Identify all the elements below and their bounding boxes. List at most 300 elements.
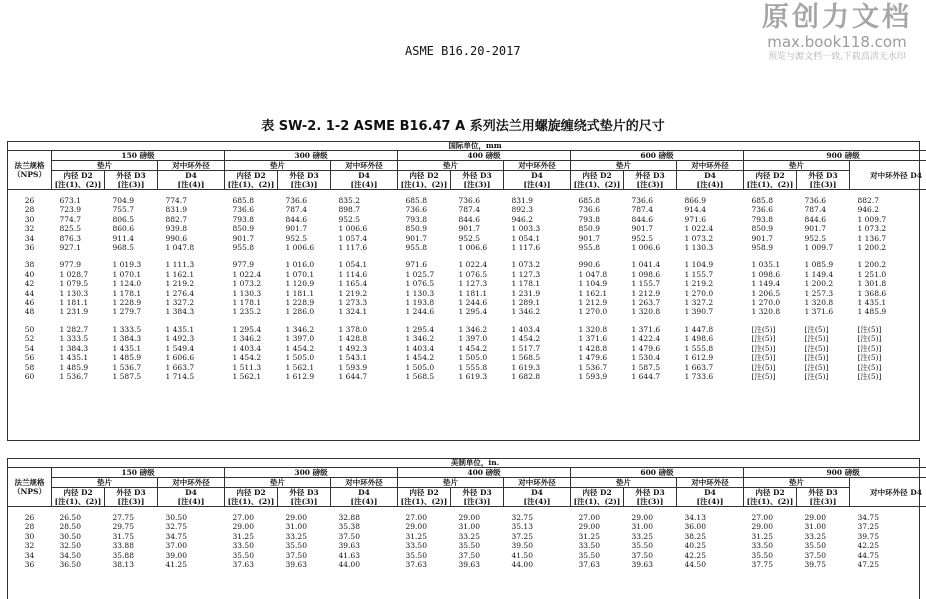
- table-cell: 1 120.9: [278, 279, 331, 288]
- table-cell: 1 479.6: [571, 353, 624, 362]
- ring-header-label: 对中环外径: [345, 161, 383, 170]
- table-cell: 33.25: [278, 532, 331, 541]
- outer-label: 外径 D3: [808, 488, 837, 497]
- table-cell: [注(5)]: [744, 334, 797, 343]
- table-cell: 1 320.8: [797, 298, 850, 307]
- table-cell: 1 485.9: [105, 353, 158, 362]
- outer-label: 外径 D3: [116, 171, 145, 180]
- ring-d4-label: D4: [358, 488, 370, 497]
- table-cell: 1 028.7: [52, 270, 105, 279]
- table-cell: 1 178.1: [225, 298, 278, 307]
- table-cell: 1 228.9: [105, 298, 158, 307]
- table-cell: 946.2: [504, 215, 571, 224]
- ring-d4-header: [677, 171, 744, 190]
- table-cell: 952.5: [624, 234, 677, 243]
- table-cell: 27.00: [571, 513, 624, 522]
- gasket-header: 垫片: [52, 161, 158, 171]
- table-cell: 952.5: [451, 234, 504, 243]
- table-cell: 1 244.6: [398, 307, 451, 316]
- nps-cell: 46: [8, 298, 52, 307]
- outer-label: 外径 D3: [635, 171, 664, 180]
- table-cell: 1 155.7: [677, 270, 744, 279]
- table-cell: 1 295.4: [398, 325, 451, 334]
- table-cell: 31.00: [624, 522, 677, 531]
- table-row: [8, 513, 926, 522]
- watermark-title: 原创力文档: [762, 2, 912, 34]
- table-cell: 1 117.6: [504, 243, 571, 252]
- ring-d4-label: D4: [185, 171, 197, 180]
- table-cell: 1 270.0: [571, 307, 624, 316]
- table-cell: 1 562.1: [225, 372, 278, 381]
- inner-diameter-header: [571, 171, 624, 190]
- ring-header: [504, 478, 571, 488]
- table-cell: 831.9: [158, 205, 225, 214]
- outer-note: [注(3)]: [118, 180, 145, 189]
- table-cell: 31.25: [225, 532, 278, 541]
- table-cell: 685.8: [744, 196, 797, 205]
- table-cell: 736.6: [225, 205, 278, 214]
- table-cell: 860.6: [105, 224, 158, 233]
- table-cell: 1 073.2: [677, 234, 744, 243]
- table-cell: 755.7: [105, 205, 158, 214]
- table-cell: 34.75: [158, 532, 225, 541]
- nps-cell: 30: [8, 532, 52, 541]
- table-cell: 704.9: [105, 196, 158, 205]
- table-cell: 27.00: [398, 513, 451, 522]
- outer-note: [注(3)]: [464, 180, 491, 189]
- table-cell: 44.75: [850, 551, 926, 560]
- table-cell: 1 155.7: [624, 279, 677, 288]
- table-row: [8, 560, 926, 569]
- inner-diameter-header: [744, 171, 797, 190]
- table-cell: 1 333.5: [105, 325, 158, 334]
- ring-header-label: 对中环外径 D4: [870, 488, 922, 497]
- table-cell: 44.00: [504, 560, 571, 569]
- table-cell: 39.50: [504, 541, 571, 550]
- ring-header: [504, 161, 571, 171]
- table-cell: 914.4: [677, 205, 744, 214]
- table-cell: 882.7: [850, 196, 926, 205]
- table-cell: 882.7: [158, 215, 225, 224]
- table-cell: 1 371.6: [797, 307, 850, 316]
- table-cell: 29.00: [451, 513, 504, 522]
- table-cell: 34.13: [677, 513, 744, 522]
- table-cell: 31.25: [744, 532, 797, 541]
- table-cell: 1 162.1: [158, 270, 225, 279]
- table-cell: 1 505.0: [451, 353, 504, 362]
- table-cell: 774.7: [158, 196, 225, 205]
- table-cell: 33.50: [571, 541, 624, 550]
- table-cell: 787.4: [624, 205, 677, 214]
- table-row: [8, 215, 926, 224]
- nps-cell: 38: [8, 260, 52, 269]
- table-cell: 1 682.8: [504, 372, 571, 381]
- table-cell: 35.50: [451, 541, 504, 550]
- nps-cell: 54: [8, 344, 52, 353]
- table-row: [8, 532, 926, 541]
- table-cell: 1 006.6: [451, 243, 504, 252]
- table-cell: 806.5: [105, 215, 158, 224]
- table-cell: 1 378.0: [331, 325, 398, 334]
- table-cell: 1 047.8: [571, 270, 624, 279]
- ring-header: [331, 478, 398, 488]
- table-cell: 901.7: [744, 234, 797, 243]
- table-cell: 1 025.7: [398, 270, 451, 279]
- table-cell: 1 009.7: [797, 243, 850, 252]
- class-header: 600 磅级: [571, 151, 744, 161]
- table-cell: 1 295.4: [225, 325, 278, 334]
- table-cell: 35.13: [504, 522, 571, 531]
- table-cell: 955.8: [571, 243, 624, 252]
- ring-header-label: 对中环外径: [172, 161, 210, 170]
- inner-label: 内径 D2: [409, 488, 438, 497]
- table-cell: 1 006.6: [331, 224, 398, 233]
- nps-cell: 34: [8, 551, 52, 560]
- table-row: [8, 270, 926, 279]
- nps-cell: 34: [8, 234, 52, 243]
- table-cell: 33.50: [744, 541, 797, 550]
- ring-d4-label: D4: [185, 488, 197, 497]
- table-cell: [注(5)]: [797, 372, 850, 381]
- table-cell: 1 162.1: [571, 289, 624, 298]
- table-cell: 35.50: [278, 541, 331, 550]
- table-cell: 1 178.1: [105, 289, 158, 298]
- table-cell: 774.7: [52, 215, 105, 224]
- outer-label: 外径 D3: [289, 488, 318, 497]
- table-cell: 1 593.9: [331, 363, 398, 372]
- table-cell: 29.00: [278, 513, 331, 522]
- nps-header-sub: （NPS）: [13, 170, 46, 179]
- ring-header: [850, 478, 926, 507]
- table-cell: 1 714.5: [158, 372, 225, 381]
- table-cell: 1 320.8: [571, 325, 624, 334]
- table-cell: 1 555.8: [451, 363, 504, 372]
- table-cell: 41.63: [331, 551, 398, 560]
- table-cell: 1 454.2: [225, 353, 278, 362]
- table-cell: 1 127.3: [504, 270, 571, 279]
- table-cell: 39.63: [624, 560, 677, 569]
- table-cell: 29.75: [105, 522, 158, 531]
- outer-note: [注(3)]: [810, 180, 837, 189]
- table-row: [8, 279, 926, 288]
- table-cell: 39.63: [278, 560, 331, 569]
- ring-header: [158, 161, 225, 171]
- table-cell: 37.63: [398, 560, 451, 569]
- inner-note: [注(1)、(2)]: [228, 180, 275, 189]
- inner-diameter-header: [398, 488, 451, 507]
- table-cell: 911.4: [105, 234, 158, 243]
- table-cell: 1 346.2: [504, 307, 571, 316]
- table-cell: 1 257.3: [797, 289, 850, 298]
- table-cell: 787.4: [278, 205, 331, 214]
- table-cell: 898.7: [331, 205, 398, 214]
- inner-diameter-header: [398, 171, 451, 190]
- table-cell: 1 549.4: [158, 344, 225, 353]
- ring-header-label: 对中环外径: [691, 478, 729, 487]
- watermark-note: 预览与源文档一致,下载高清无水印: [762, 51, 912, 63]
- table-cell: 952.5: [278, 234, 331, 243]
- nps-cell: 32: [8, 224, 52, 233]
- table-cell: 1 498.6: [677, 334, 744, 343]
- table-cell: 37.25: [504, 532, 571, 541]
- table-cell: 33.25: [451, 532, 504, 541]
- table-cell: 971.6: [677, 215, 744, 224]
- table-cell: 28.50: [52, 522, 105, 531]
- table-cell: 1 428.8: [571, 344, 624, 353]
- nps-cell: 44: [8, 289, 52, 298]
- table-cell: 38.13: [105, 560, 158, 569]
- table-cell: 1 070.1: [105, 270, 158, 279]
- table-cell: 955.8: [398, 243, 451, 252]
- table-cell: 844.6: [451, 215, 504, 224]
- table-cell: 835.2: [331, 196, 398, 205]
- table-cell: 35.50: [225, 551, 278, 560]
- table-cell: 673.1: [52, 196, 105, 205]
- table-cell: 901.7: [225, 234, 278, 243]
- table-cell: 1 219.2: [158, 279, 225, 288]
- table-cell: 1 219.2: [677, 279, 744, 288]
- table-cell: 29.00: [797, 513, 850, 522]
- imperial-table: [7, 458, 926, 569]
- ring-d4-label: D4: [358, 171, 370, 180]
- table-cell: 1 422.4: [624, 334, 677, 343]
- inner-label: 内径 D2: [755, 488, 784, 497]
- class-header: 400 磅级: [398, 468, 571, 478]
- outer-diameter-header: [105, 171, 158, 190]
- outer-diameter-header: [624, 171, 677, 190]
- table-row: [8, 234, 926, 243]
- table-row: [8, 522, 926, 531]
- table-cell: 41.25: [158, 560, 225, 569]
- table-cell: 1 663.7: [677, 363, 744, 372]
- ring-header: [158, 478, 225, 488]
- nps-cell: 36: [8, 560, 52, 569]
- table-cell: 793.8: [398, 215, 451, 224]
- table-cell: 1 149.4: [744, 279, 797, 288]
- table-cell: 892.3: [504, 205, 571, 214]
- table-cell: 901.7: [451, 224, 504, 233]
- nps-cell: 56: [8, 353, 52, 362]
- table-cell: 1 263.7: [624, 298, 677, 307]
- table-cell: 1 276.4: [158, 289, 225, 298]
- table-cell: 1 041.4: [624, 260, 677, 269]
- ring-d4-label: D4: [531, 488, 543, 497]
- table-cell: 1 127.3: [451, 279, 504, 288]
- table-cell: 1 165.4: [331, 279, 398, 288]
- table-cell: [注(5)]: [850, 334, 926, 343]
- table-cell: 44.50: [677, 560, 744, 569]
- table-cell: 927.1: [52, 243, 105, 252]
- gasket-header: 垫片: [225, 161, 331, 171]
- table-cell: 1 454.2: [278, 344, 331, 353]
- table-cell: 1 555.8: [677, 344, 744, 353]
- table-cell: 35.50: [797, 541, 850, 550]
- table-cell: 1 231.9: [504, 289, 571, 298]
- table-cell: 1 454.2: [451, 344, 504, 353]
- ring-header-label: 对中环外径: [691, 161, 729, 170]
- outer-diameter-header: [797, 171, 850, 190]
- table-cell: 736.6: [624, 196, 677, 205]
- ring-note: [注(4)]: [524, 180, 551, 189]
- inner-label: 内径 D2: [63, 171, 92, 180]
- table-cell: 1 435.1: [52, 353, 105, 362]
- class-header: 400 磅级: [398, 151, 571, 161]
- class-header: 600 磅级: [571, 468, 744, 478]
- nps-header: [8, 151, 52, 190]
- table-cell: 1 098.6: [624, 270, 677, 279]
- table-cell: 1 054.1: [504, 234, 571, 243]
- table-cell: 1 295.4: [451, 307, 504, 316]
- ring-d4-header: [158, 488, 225, 507]
- outer-diameter-header: [624, 488, 677, 507]
- table-cell: 29.00: [571, 522, 624, 531]
- watermark: [762, 2, 912, 63]
- ring-d4-header: [158, 171, 225, 190]
- table-cell: 1 384.3: [105, 334, 158, 343]
- table-cell: 1 485.9: [850, 307, 926, 316]
- table-cell: 1 286.0: [278, 307, 331, 316]
- ring-note: [注(4)]: [697, 180, 724, 189]
- table-cell: 825.5: [52, 224, 105, 233]
- table-cell: 955.8: [225, 243, 278, 252]
- table-cell: 1 212.9: [624, 289, 677, 298]
- inner-note: [注(1)、(2)]: [747, 497, 794, 506]
- table-cell: 1 346.2: [398, 334, 451, 343]
- inner-note: [注(1)、(2)]: [401, 497, 448, 506]
- table-cell: 901.7: [797, 224, 850, 233]
- table-cell: 736.6: [398, 205, 451, 214]
- ring-d4-header: [677, 488, 744, 507]
- table-cell: 39.75: [850, 532, 926, 541]
- table-cell: 1 644.7: [624, 372, 677, 381]
- table-row: [8, 289, 926, 298]
- outer-note: [注(3)]: [810, 497, 837, 506]
- table-cell: 1 663.7: [158, 363, 225, 372]
- ring-d4-label: D4: [704, 171, 716, 180]
- table-cell: 1 057.4: [331, 234, 398, 243]
- outer-note: [注(3)]: [291, 497, 318, 506]
- outer-label: 外径 D3: [116, 488, 145, 497]
- table-cell: 1 279.7: [105, 307, 158, 316]
- table-cell: 901.7: [278, 224, 331, 233]
- table-row: [8, 307, 926, 316]
- table-cell: 33.88: [105, 541, 158, 550]
- table-cell: 901.7: [571, 234, 624, 243]
- table-cell: 1 397.0: [278, 334, 331, 343]
- table-cell: 1 517.7: [504, 344, 571, 353]
- table-cell: 1 384.3: [52, 344, 105, 353]
- unit-label: 美制单位，in.: [8, 458, 926, 468]
- ring-d4-header: [504, 171, 571, 190]
- table-cell: 1 612.9: [278, 372, 331, 381]
- table-cell: 958.9: [744, 243, 797, 252]
- table-cell: 32.75: [158, 522, 225, 531]
- table-cell: 1 228.9: [278, 298, 331, 307]
- ring-d4-header: [331, 488, 398, 507]
- inner-label: 内径 D2: [236, 488, 265, 497]
- table-cell: 1 593.9: [571, 372, 624, 381]
- table-cell: 685.8: [398, 196, 451, 205]
- table-cell: 1 073.2: [850, 224, 926, 233]
- nps-cell: 50: [8, 325, 52, 334]
- table-cell: 1 346.2: [451, 325, 504, 334]
- table-cell: 1 130.3: [677, 243, 744, 252]
- table-cell: 1 320.8: [744, 307, 797, 316]
- table-cell: 971.6: [398, 260, 451, 269]
- nps-cell: 36: [8, 243, 52, 252]
- table-cell: 42.25: [677, 551, 744, 560]
- outer-label: 外径 D3: [462, 171, 491, 180]
- table-cell: 1 016.0: [278, 260, 331, 269]
- ring-note: [注(4)]: [697, 497, 724, 506]
- ring-header: [850, 161, 926, 190]
- table-cell: 1 733.6: [677, 372, 744, 381]
- table-cell: 990.6: [571, 260, 624, 269]
- table-cell: 1 606.6: [158, 353, 225, 362]
- table-cell: 1 327.2: [677, 298, 744, 307]
- ring-note: [注(4)]: [351, 497, 378, 506]
- spacer: [8, 252, 926, 260]
- table-row: [8, 344, 926, 353]
- table-cell: 1 035.1: [744, 260, 797, 269]
- table-cell: 850.9: [398, 224, 451, 233]
- nps-header: [8, 468, 52, 507]
- table-cell: 876.3: [52, 234, 105, 243]
- table-cell: 1 492.3: [158, 334, 225, 343]
- table-cell: 39.00: [158, 551, 225, 560]
- table-cell: 39.75: [797, 560, 850, 569]
- inner-diameter-header: [52, 488, 105, 507]
- table-cell: 1 009.7: [850, 215, 926, 224]
- ring-header: [331, 161, 398, 171]
- gasket-header: 垫片: [571, 478, 677, 488]
- table-cell: 37.75: [744, 560, 797, 569]
- table-cell: 30.50: [158, 513, 225, 522]
- table-cell: 37.25: [850, 522, 926, 531]
- class-header: 900 磅级: [744, 151, 926, 161]
- table-cell: 1 428.8: [331, 334, 398, 343]
- table-cell: 736.6: [571, 205, 624, 214]
- table-cell: 1 587.5: [624, 363, 677, 372]
- table-cell: 29.00: [624, 513, 677, 522]
- table-cell: 37.63: [571, 560, 624, 569]
- table-cell: 1 181.1: [451, 289, 504, 298]
- table-cell: 1 130.3: [398, 289, 451, 298]
- inner-note: [注(1)、(2)]: [55, 180, 102, 189]
- table-cell: 38.25: [677, 532, 744, 541]
- table-cell: 1 193.8: [398, 298, 451, 307]
- table-cell: 1 511.3: [225, 363, 278, 372]
- table-cell: 1 070.1: [278, 270, 331, 279]
- nps-cell: 28: [8, 522, 52, 531]
- table-cell: 1 076.5: [451, 270, 504, 279]
- table-cell: 31.75: [105, 532, 158, 541]
- table-cell: 1 006.6: [624, 243, 677, 252]
- table-cell: 1 104.9: [571, 279, 624, 288]
- table-cell: 1 368.6: [850, 289, 926, 298]
- ring-header-label: 对中环外径 D4: [870, 171, 922, 180]
- table-cell: 1 019.3: [105, 260, 158, 269]
- gasket-header: 垫片: [744, 161, 850, 171]
- table-cell: 1 568.5: [504, 353, 571, 362]
- table-cell: [注(5)]: [744, 325, 797, 334]
- table-cell: 34.75: [850, 513, 926, 522]
- nps-header-label: 法兰规格: [15, 161, 45, 170]
- table-cell: 1 282.7: [52, 325, 105, 334]
- table-cell: 29.00: [744, 522, 797, 531]
- table-cell: [注(5)]: [850, 372, 926, 381]
- table-cell: 37.00: [158, 541, 225, 550]
